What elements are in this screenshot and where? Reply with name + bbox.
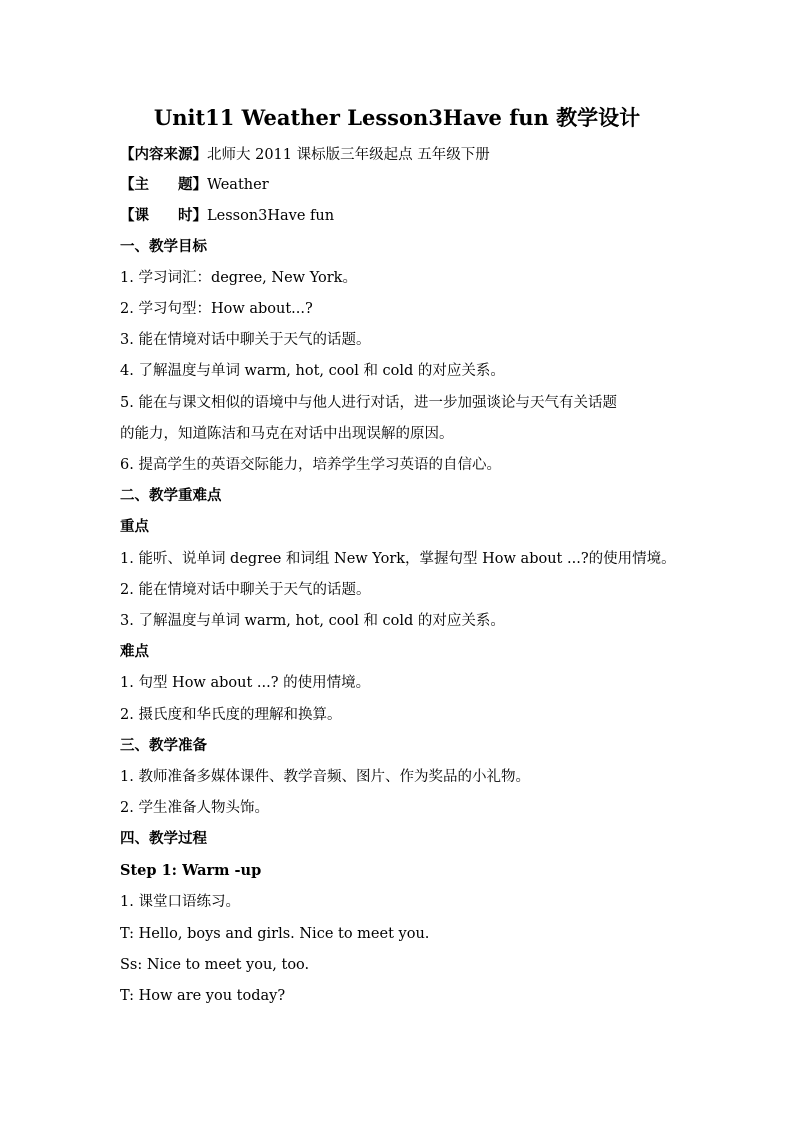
objective-item: 4. 了解温度与单词 warm, hot, cool 和 cold 的对应关系。 <box>120 363 505 379</box>
process-heading: 四、教学过程 <box>120 830 207 847</box>
step1-heading: Step 1: Warm -up <box>120 862 262 879</box>
preparation-item: 1. 教师准备多媒体课件、教学音频、图片、作为奖品的小礼物。 <box>120 769 530 785</box>
objective-item: 2. 学习句型：How about...? <box>120 301 313 317</box>
difficulty-item: 1. 句型 How about ...? 的使用情境。 <box>120 675 371 691</box>
meta-lesson-value: Lesson3Have fun <box>207 208 335 224</box>
objective-item: 6. 提高学生的英语交际能力，培养学生学习英语的自信心。 <box>120 457 501 473</box>
focus-item: 2. 能在情境对话中聊关于天气的话题。 <box>120 582 371 598</box>
meta-source-key: 【内容来源】 <box>120 146 207 163</box>
objective-item: 5. 能在与课文相似的语境中与他人进行对话，进一步加强谈论与天气有关话题 <box>120 395 617 411</box>
meta-topic-key: 【主 题】 <box>120 176 207 193</box>
meta-lesson <box>120 206 334 226</box>
objectives-heading: 一、教学目标 <box>120 238 207 255</box>
meta-source-value: 北师大 2011 课标版三年级起点 五年级下册 <box>207 147 490 163</box>
objective-item-continued: 的能力，知道陈洁和马克在对话中出现误解的原因。 <box>120 426 454 442</box>
focus-item: 1. 能听、说单词 degree 和词组 New York，掌握句型 How about ...?的使用情境。 <box>120 551 676 567</box>
focus-label: 重点 <box>120 518 149 535</box>
meta-topic-value: Weather <box>207 177 269 193</box>
preparation-item: 2. 学生准备人物头饰。 <box>120 800 269 816</box>
page-title: Unit11 Weather Lesson3Have fun 教学设计 <box>153 105 641 130</box>
difficulty-item: 2. 摄氏度和华氏度的理解和换算。 <box>120 707 342 723</box>
dialogue-line: T: Hello, boys and girls. Nice to meet you. <box>120 926 430 942</box>
step1-item: 1. 课堂口语练习。 <box>120 894 240 910</box>
difficulty-label: 难点 <box>120 643 149 660</box>
dialogue-line: T: How are you today? <box>120 988 286 1004</box>
meta-lesson-key: 【课 时】 <box>120 207 207 224</box>
focus-item: 3. 了解温度与单词 warm, hot, cool 和 cold 的对应关系。 <box>120 613 505 629</box>
objective-item: 1. 学习词汇：degree, New York。 <box>120 270 357 286</box>
preparation-heading: 三、教学准备 <box>120 737 207 754</box>
dialogue-line: Ss: Nice to meet you, too. <box>120 957 310 973</box>
objective-item: 3. 能在情境对话中聊关于天气的话题。 <box>120 332 371 348</box>
key-points-heading: 二、教学重难点 <box>120 487 222 504</box>
meta-source <box>120 145 490 165</box>
meta-topic <box>120 175 269 195</box>
